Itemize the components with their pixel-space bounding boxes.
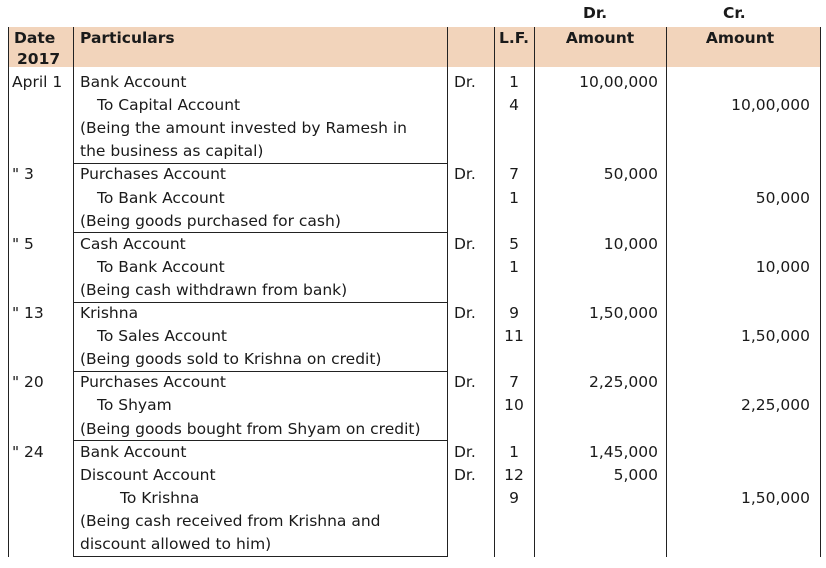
debit-amount: 50,000 [603,165,658,184]
account-name: Purchases Account [80,165,226,184]
entry-date: " 5 [12,234,34,253]
narration-text: (Being goods purchased for cash) [80,211,341,230]
ledger-folio: 9 [509,488,519,507]
credit-amount: 2,25,000 [740,396,810,415]
debit-amount: 1,45,000 [588,442,658,461]
ledger-folio: 7 [509,373,519,392]
debit-amount: 1,50,000 [588,304,658,322]
account-name: To Krishna [120,488,200,507]
account-name: Discount Account [80,465,216,484]
debit-amount: 10,00,000 [579,73,658,91]
date-header: Date [14,29,56,47]
account-name: Krishna [80,304,139,322]
narration-text: (Being cash withdrawn from bank) [80,280,348,299]
entry-date: " 24 [12,442,44,461]
dr-marker: Dr. [454,165,476,184]
credit-amount: 50,000 [755,188,810,207]
ledger-folio: 11 [504,327,524,346]
account-name: Purchases Account [80,373,226,392]
ledger-folio: 7 [509,165,519,184]
narration-text: (Being cash received from Krishna and [80,511,381,530]
entry-separator-line [73,556,447,557]
lf-column-divider [534,27,535,557]
year-header: 2017 [17,50,61,68]
narration-text: (Being the amount invested by Ramesh in [80,119,407,138]
narration-text: the business as capital) [80,142,264,161]
lf-header: L.F. [499,29,529,47]
narration-text: discount allowed to him) [80,535,272,553]
account-name: Bank Account [80,442,187,461]
ledger-folio: 5 [509,234,519,253]
narration-text: (Being goods bought from Shyam on credit) [80,419,421,438]
ledger-folio: 1 [509,188,519,207]
dr-marker: Dr. [454,304,476,322]
account-name: To Bank Account [97,257,225,276]
dr-marker: Dr. [454,73,476,91]
amount-column-divider [666,27,667,557]
particulars-column-divider [447,27,448,557]
credit-amount: 1,50,000 [740,488,810,507]
debit-amount: 10,000 [603,234,658,253]
account-name: To Sales Account [97,327,228,346]
date-column-divider [73,27,74,557]
account-name: Bank Account [80,73,187,91]
account-name: To Bank Account [97,188,225,207]
credit-amount: 1,50,000 [740,327,810,346]
ledger-folio: 4 [509,96,519,115]
ledger-folio: 1 [509,257,519,276]
dr-column-divider [494,27,495,557]
ledger-folio: 10 [504,396,524,415]
cr-column-caption: Cr. [723,4,746,22]
entry-date: April 1 [12,73,63,91]
ledger-folio: 12 [504,465,524,484]
entry-date: " 20 [12,373,44,392]
dr-marker: Dr. [454,442,476,461]
left-border [8,27,9,557]
entry-date: " 3 [12,165,34,184]
credit-amount: 10,000 [755,257,810,276]
account-name: Cash Account [80,234,186,253]
debit-amount: 5,000 [613,465,658,484]
credit-amount-header: Amount [705,29,775,47]
dr-marker: Dr. [454,234,476,253]
account-name: To Capital Account [97,96,241,115]
account-name: To Shyam [97,396,172,415]
entry-date: " 13 [12,304,44,322]
ledger-folio: 9 [509,304,519,322]
narration-text: (Being goods sold to Krishna on credit) [80,350,382,369]
right-border [820,27,821,557]
ledger-folio: 1 [509,73,519,91]
debit-amount-header: Amount [565,29,635,47]
ledger-folio: 1 [509,442,519,461]
debit-amount: 2,25,000 [588,373,658,392]
particulars-header: Particulars [80,29,175,47]
credit-amount: 10,00,000 [731,96,810,115]
dr-column-caption: Dr. [583,4,608,22]
dr-marker: Dr. [454,373,476,392]
dr-marker: Dr. [454,465,476,484]
